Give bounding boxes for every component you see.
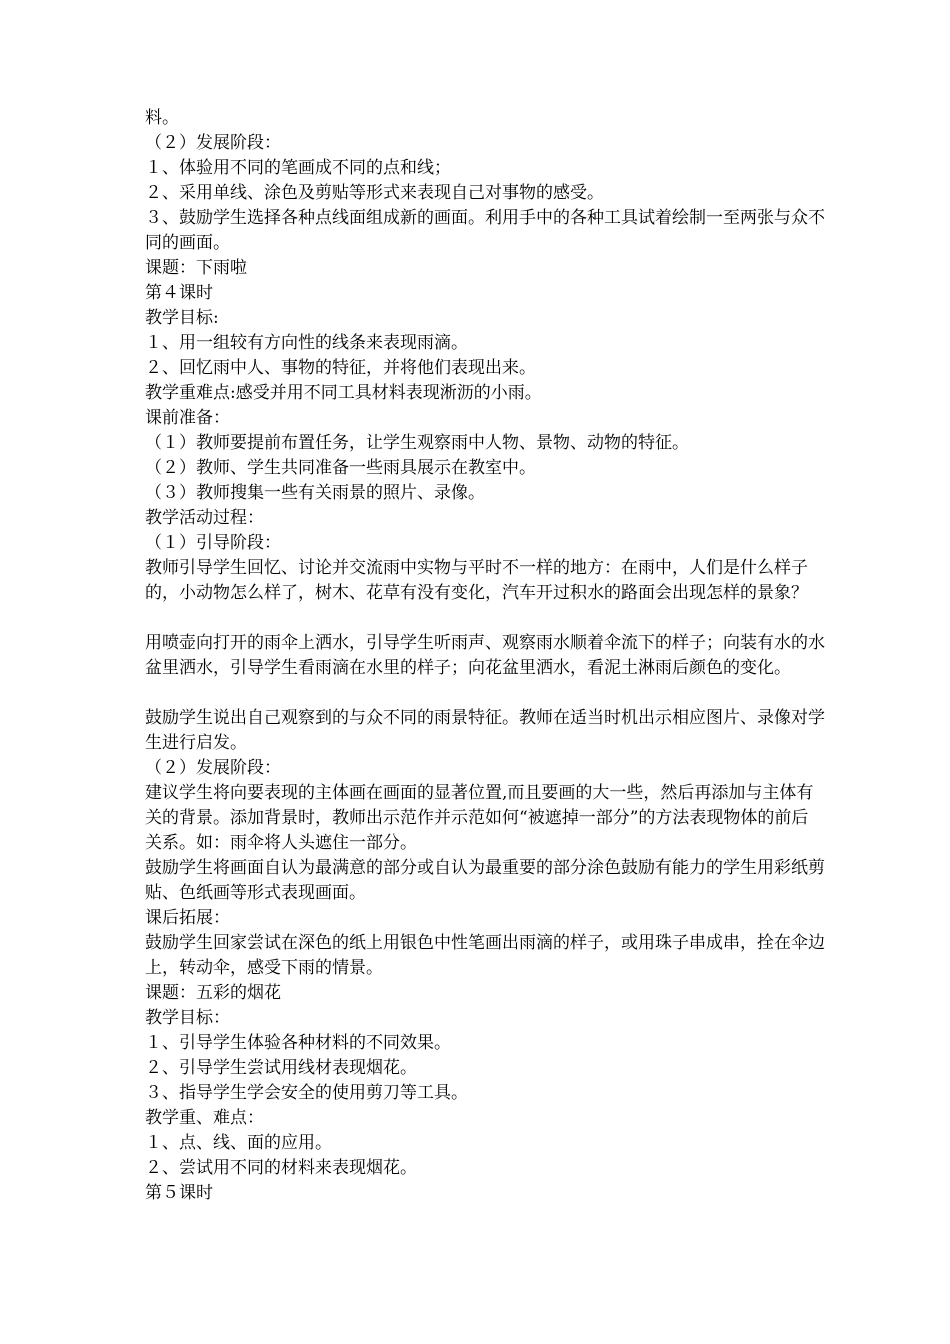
list-item: ３、鼓励学生选择各种点线面组成新的画面。利用手中的各种工具试着绘制一至两张与众不同的画面。 <box>145 208 825 253</box>
paragraph: 教师引导学生回忆、讨论并交流雨中实物与平时不一样的地方：在雨中，人们是什么样子的，小动物怎么样了，树木、花草有没有变化，汽车开过积水的路面会出现怎样的景象？ <box>145 558 808 603</box>
paragraph: 鼓励学生将画面自认为最满意的部分或自认为最重要的部分涂色鼓励有能力的学生用彩纸剪贴、色纸画等形式表现画面。 <box>145 858 825 903</box>
list-item: （３）教师搜集一些有关雨景的照片、录像。 <box>145 483 485 503</box>
list-item: １、体验用不同的笔画成不同的点和线； <box>145 158 451 178</box>
list-item: ３、指导学生学会安全的使用剪刀等工具。 <box>145 1083 468 1103</box>
paragraph: 鼓励学生说出自己观察到的与众不同的雨景特征。教师在适当时机出示相应图片、录像对学生进行启发。 <box>145 708 825 753</box>
list-item: １、引导学生体验各种材料的不同效果。 <box>145 1033 451 1053</box>
list-item: ２、采用单线、涂色及剪贴等形式来表现自己对事物的感受。 <box>145 183 604 203</box>
list-item: ２、回忆雨中人、事物的特征，并将他们表现出来。 <box>145 358 536 378</box>
section-heading: 教学重、难点： <box>145 1108 264 1128</box>
section-heading: 教学目标： <box>145 1008 230 1028</box>
text-line: 料。 <box>145 108 179 128</box>
list-item: １、用一组较有方向性的线条来表现雨滴。 <box>145 333 468 353</box>
paragraph: 建议学生将向要表现的主体画在画面的显著位置,而且要画的大一些，然后再添加与主体有关的背景。添加背景时，教师出示范作并示范如何“被遮掉一部分”的方法表现物体的前后关系。如：雨伞将人头遮住一部分。 <box>145 783 814 853</box>
list-item: ２、引导学生尝试用线材表现烟花。 <box>145 1058 417 1078</box>
section-heading: 课后拓展： <box>145 908 230 928</box>
section-heading: 课前准备： <box>145 408 230 428</box>
lesson-title: 课题：下雨啦 <box>145 258 247 278</box>
list-item: （２）教师、学生共同准备一些雨具展示在教室中。 <box>145 458 536 478</box>
section-heading: 教学重难点:感受并用不同工具材料表现淅沥的小雨。 <box>145 383 542 403</box>
lesson-period: 第４课时 <box>145 283 213 303</box>
section-heading: 教学目标: <box>145 308 219 328</box>
list-item: （１）教师要提前布置任务，让学生观察雨中人物、景物、动物的特征。 <box>145 433 689 453</box>
section-heading: （２）发展阶段： <box>145 133 281 153</box>
lesson-title: 课题：五彩的烟花 <box>145 983 281 1003</box>
lesson-period: 第５课时 <box>145 1183 213 1203</box>
section-heading: 教学活动过程： <box>145 508 264 528</box>
list-item: ２、尝试用不同的材料来表现烟花。 <box>145 1158 417 1178</box>
paragraph: 用喷壶向打开的雨伞上洒水，引导学生听雨声、观察雨水顺着伞流下的样子；向装有水的水盆里洒水，引导学生看雨滴在水里的样子；向花盆里洒水，看泥土淋雨后颜色的变化。 <box>145 633 825 678</box>
document-body <box>145 106 825 1206</box>
section-heading: （２）发展阶段： <box>145 758 281 778</box>
paragraph: 鼓励学生回家尝试在深色的纸上用银色中性笔画出雨滴的样子，或用珠子串成串，拴在伞边上，转动伞，感受下雨的情景。 <box>145 933 825 978</box>
section-heading: （１）引导阶段： <box>145 533 281 553</box>
list-item: １、点、线、面的应用。 <box>145 1133 332 1153</box>
